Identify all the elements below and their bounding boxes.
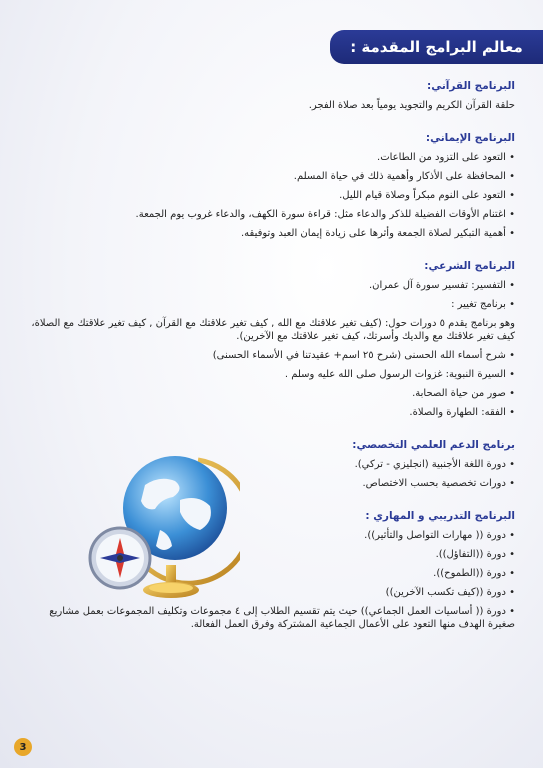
- section-heading: البرنامج التدريبي و المهاري :: [365, 510, 515, 522]
- section-heading: البرنامج الشرعي:: [424, 260, 515, 272]
- list-item: • دورة اللغة الأجنبية (انجليزي - تركي).: [20, 458, 515, 471]
- section: [20, 80, 515, 112]
- list-item: • التعود على النوم مبكراً وصلاة قيام الليل.: [20, 189, 515, 202]
- page-title: معالم البرامج المقدمة :: [330, 30, 543, 64]
- list-item: حلقة القرآن الكريم والتجويد يومياً بعد صلاة الفجر.: [308, 100, 515, 111]
- list-item: • دورة (( أساسيات العمل الجماعي)) حيث يتم تقسيم الطلاب إلى ٤ مجموعات وتكليف المجموعات بعمل مشاريع صغيرة الهدف منها التعود على الأعمال الجماعية المشتركة وفرق العمل الفعالة.: [20, 605, 515, 631]
- list-item: • الفقه: الطهارة والصلاة.: [20, 406, 515, 419]
- list-item: • المحافظة على الأذكار وأهمية ذلك في حياة المسلم.: [20, 170, 515, 183]
- list-item: • السيرة النبوية: غزوات الرسول صلى الله عليه وسلم .: [20, 368, 515, 381]
- section: [20, 132, 515, 240]
- list-item: • أهمية التبكير لصلاة الجمعة وأثرها على زيادة إيمان العبد وتوفيقه.: [20, 227, 515, 240]
- list-item: • دورة (( مهارات التواصل والتأثير)).: [20, 529, 515, 542]
- section-heading: البرنامج الإيماني:: [425, 132, 515, 144]
- list-item: • التعود على التزود من الطاعات.: [20, 151, 515, 164]
- globe-icon: [80, 440, 240, 620]
- section-heading: البرنامج القرآني:: [427, 80, 515, 92]
- compass-icon: [90, 528, 150, 588]
- list-item: • دورة ((التفاؤل)).: [20, 548, 515, 561]
- list-item: • دورة ((الطموح)).: [20, 567, 515, 580]
- list-item: • برنامج تغيير :: [20, 298, 515, 311]
- section-heading: برنامج الدعم العلمي التخصصي:: [352, 439, 515, 451]
- list-item: • شرح أسماء الله الحسنى (شرح ٢٥ اسم+ عقيدتنا في الأسماء الحسنى): [20, 349, 515, 362]
- section: [20, 260, 515, 419]
- list-item: وهو برنامج يقدم ٥ دورات حول: (كيف تغير علاقتك مع الله , كيف تغير علاقتك مع القرآن , كيف تغير علاقتك مع الصلاة، كيف تغير علاقتك مع والديك وأسرتك، كيف تغير علاقتك مع الآخرين).: [31, 318, 515, 342]
- list-item: • التفسير: تفسير سورة آل عمران.: [20, 279, 515, 292]
- list-item: • دورات تخصصية بحسب الاختصاص.: [20, 477, 515, 490]
- page-number: 3: [14, 738, 32, 756]
- list-item: • دورة ((كيف تكسب الآخرين)): [20, 586, 515, 599]
- list-item: • صور من حياة الصحابة.: [20, 387, 515, 400]
- list-item: • اغتنام الأوقات الفضيلة للذكر والدعاء مثل: قراءة سورة الكهف، والدعاء غروب يوم الجمعة.: [20, 208, 515, 221]
